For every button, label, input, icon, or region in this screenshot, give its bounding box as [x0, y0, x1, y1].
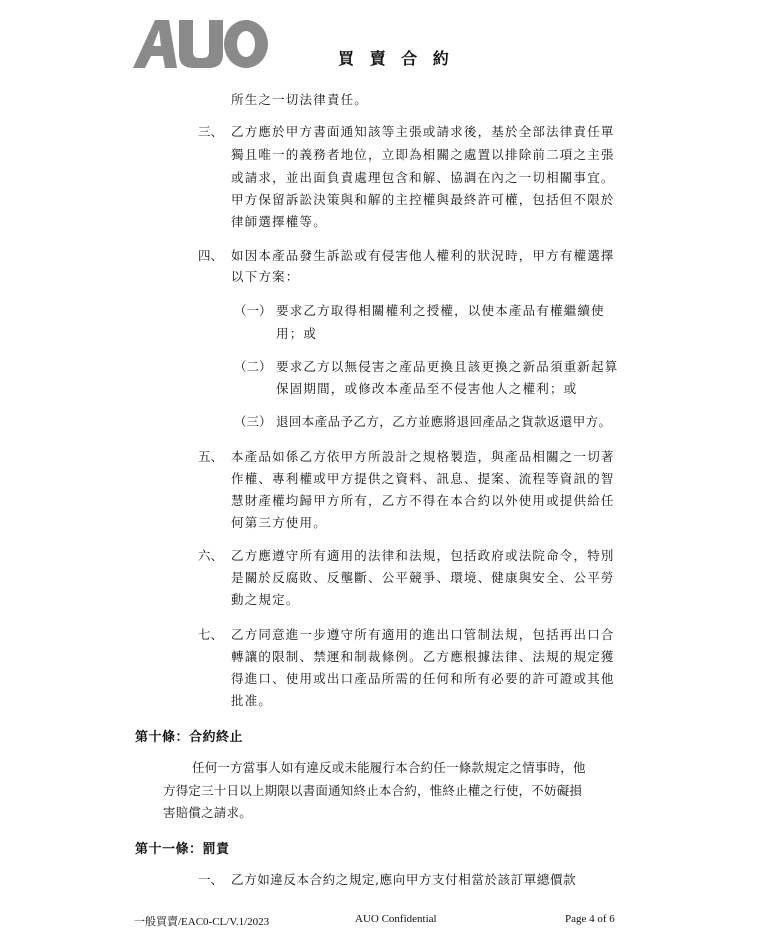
subitem-2-line: 保固期間，或修改本產品至不侵害他人之權利；或	[276, 381, 578, 396]
subitem-3-marker: （三）	[234, 414, 272, 429]
item-3-line: 獨且唯一的義務者地位，立即為相關之處置以排除前二項之主張	[231, 147, 615, 162]
item-5-line: 本產品如係乙方依甲方所設計之規格製造，與產品相關之一切著	[231, 449, 615, 464]
item-4-line: 如因本產品發生訴訟或有侵害他人權利的狀況時，甲方有權選擇	[231, 248, 615, 263]
item-6-line: 動之規定。	[231, 592, 300, 607]
item-5-line: 慧財產權均歸甲方所有，乙方不得在本合約以外使用或提供給任	[231, 493, 615, 508]
item-7-line: 轉讓的限制、禁運和制裁條例。乙方應根據法律、法規的規定獲	[231, 649, 615, 664]
item-7-line: 得進口、使用或出口產品所需的任何和所有必要的許可證或其他	[231, 671, 615, 686]
subitem-2-marker: （二）	[234, 359, 272, 374]
item-5-line: 作權、專利權或甲方提供之資料、訊息、提案、流程等資訊的智	[231, 471, 615, 486]
document-title: 買 賣 合 約	[338, 49, 454, 68]
item-6-marker: 六、	[198, 548, 224, 563]
article-10-heading: 第十條：合約終止	[135, 730, 244, 745]
auo-logo	[133, 18, 269, 70]
article-10-line: 害賠償之請求。	[163, 805, 252, 820]
item-6-line: 乙方應遵守所有適用的法律和法規，包括政府或法院命令，特別	[231, 548, 615, 563]
article-11-heading: 第十一條：罰責	[135, 842, 230, 857]
footer-page-number: Page 4 of 6	[565, 913, 615, 925]
intro-line: 所生之一切法律責任。	[231, 92, 369, 107]
item-3-line: 乙方應於甲方書面通知該等主張或請求後，基於全部法律責任單	[231, 124, 615, 139]
article-11-item-1-line: 乙方如違反本合約之規定,應向甲方支付相當於該訂單總價款	[231, 872, 577, 887]
subitem-1-line: 用；或	[276, 326, 318, 341]
subitem-1-line: 要求乙方取得相關權利之授權，以使本產品有權繼續使	[276, 303, 605, 318]
item-4-marker: 四、	[198, 248, 224, 263]
article-11-item-1-marker: 一、	[198, 872, 224, 887]
article-10-line: 方得定三十日以上期限以書面通知終止本合約，惟終止權之行使，不妨礙損	[163, 783, 583, 798]
footer-doc-code: 一般買賣/EAC0-CL/V.1/2023	[134, 916, 270, 928]
item-5-marker: 五、	[198, 449, 224, 464]
item-3-line: 律師選擇權等。	[231, 214, 327, 229]
item-6-line: 是關於反腐敗、反壟斷、公平競爭、環境、健康與安全、公平勞	[231, 570, 615, 585]
item-3-marker: 三、	[198, 124, 224, 139]
subitem-1-marker: （一）	[234, 303, 272, 318]
item-3-line: 甲方保留訴訟決策與和解的主控權與最終許可權，包括但不限於	[231, 192, 615, 207]
item-3-line: 或請求，並出面負責處理包含和解、協調在內之一切相關事宜。	[231, 170, 615, 185]
item-7-marker: 七、	[198, 627, 224, 642]
item-7-line: 乙方同意進一步遵守所有適用的進出口管制法規，包括再出口合	[231, 627, 615, 642]
item-5-line: 何第三方使用。	[231, 515, 327, 530]
footer-confidential: AUO Confidential	[355, 913, 437, 925]
article-10-line: 任何一方當事人如有違反或未能履行本合約任一條款規定之情事時，他	[192, 760, 586, 775]
item-7-line: 批准。	[231, 693, 273, 708]
subitem-3-line: 退回本產品予乙方，乙方並應將退回產品之貨款返還甲方。	[276, 414, 612, 429]
item-4-line: 以下方案：	[231, 269, 300, 284]
subitem-2-line: 要求乙方以無侵害之產品更換且該更換之新品須重新起算	[276, 359, 619, 374]
